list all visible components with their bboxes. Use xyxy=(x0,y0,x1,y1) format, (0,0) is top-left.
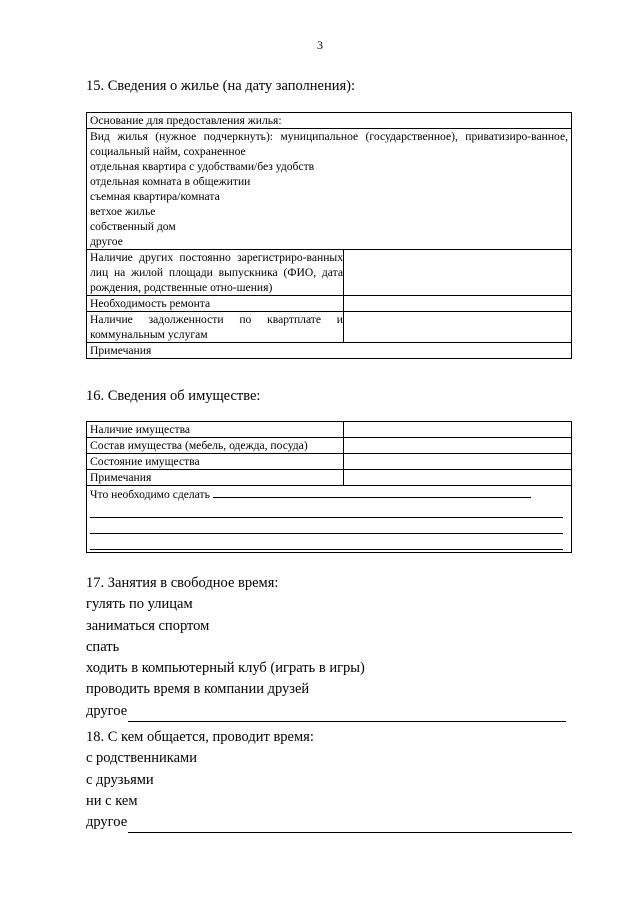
housing-option: ветхое жилье xyxy=(90,205,156,218)
housing-option: отдельная квартира с удобствами/без удобств xyxy=(90,160,315,173)
leisure-other-line[interactable] xyxy=(128,704,566,722)
contacts-other-row xyxy=(86,812,572,833)
property-table xyxy=(86,421,572,553)
page-number: 3 xyxy=(317,38,323,52)
registered-persons-field[interactable] xyxy=(344,250,572,296)
repair-field[interactable] xyxy=(344,296,572,312)
property-label: Состояние имущества xyxy=(87,454,344,470)
contacts-option: с родственниками xyxy=(86,750,197,767)
contacts-other-line[interactable] xyxy=(128,815,572,833)
todo-cell[interactable] xyxy=(87,486,572,553)
section-18 xyxy=(86,727,572,833)
leisure-other-label: другое xyxy=(86,702,128,719)
todo-label: Что необходимо сделать xyxy=(90,488,210,501)
section-16-title: 16. Сведения об имуществе: xyxy=(86,388,261,404)
debt-label: Наличие задолженности по квартплате и коммунальным услугам xyxy=(87,312,344,343)
todo-line[interactable] xyxy=(213,486,531,498)
housing-option: съемная квартира/комната xyxy=(90,190,220,203)
property-field[interactable] xyxy=(344,454,572,470)
section-15-title: 15. Сведения о жилье (на дату заполнения): xyxy=(86,78,355,94)
property-field[interactable] xyxy=(344,470,572,486)
leisure-other-row xyxy=(86,701,566,722)
contacts-option: с друзьями xyxy=(86,771,154,788)
housing-table xyxy=(86,112,572,359)
property-field[interactable] xyxy=(344,438,572,454)
debt-field[interactable] xyxy=(344,312,572,343)
todo-line[interactable] xyxy=(90,502,563,518)
housing-type-cell[interactable] xyxy=(87,129,572,250)
property-field[interactable] xyxy=(344,422,572,438)
contacts-other-label: другое xyxy=(86,814,128,831)
registered-persons-row xyxy=(87,250,572,296)
property-label: Состав имущества (мебель, одежда, посуда) xyxy=(87,438,344,454)
leisure-option: спать xyxy=(86,638,120,655)
leisure-option: гулять по улицам xyxy=(86,596,193,613)
contacts-option: ни с кем xyxy=(86,792,138,809)
housing-type-intro: Вид жилья (нужное подчеркнуть): муниципальное (государственное), приватизиро-ванное, социальный найм, сохраненное xyxy=(90,130,569,158)
property-label: Примечания xyxy=(87,470,344,486)
todo-line[interactable] xyxy=(90,534,563,550)
housing-basis-row xyxy=(87,113,572,129)
property-row xyxy=(87,422,572,438)
section-17-title: 17. Занятия в свободное время: xyxy=(86,575,279,591)
repair-row xyxy=(87,296,572,312)
housing-basis-label[interactable]: Основание для предоставления жилья: xyxy=(87,113,572,129)
debt-row xyxy=(87,312,572,343)
leisure-option: ходить в компьютерный клуб (играть в игры) xyxy=(86,660,365,677)
repair-label: Необходимость ремонта xyxy=(87,296,344,312)
housing-option: собственный дом xyxy=(90,220,176,233)
housing-option: отдельная комната в общежитии xyxy=(90,175,251,188)
todo-line[interactable] xyxy=(90,518,563,534)
housing-notes-row xyxy=(87,343,572,359)
housing-notes-label[interactable]: Примечания xyxy=(87,343,572,359)
property-row xyxy=(87,454,572,470)
property-row xyxy=(87,470,572,486)
todo-row xyxy=(87,486,572,553)
housing-type-row xyxy=(87,129,572,250)
property-row xyxy=(87,438,572,454)
property-label: Наличие имущества xyxy=(87,422,344,438)
leisure-option: заниматься спортом xyxy=(86,617,210,634)
section-17 xyxy=(86,573,566,722)
registered-persons-label: Наличие других постоянно зарегистриро-ванных лиц на жилой площади выпускника (ФИО, дата рождения, родственные отно-шения) xyxy=(87,250,344,296)
section-18-title: 18. С кем общается, проводит время: xyxy=(86,729,314,745)
housing-option: другое xyxy=(90,235,123,248)
leisure-option: проводить время в компании друзей xyxy=(86,681,310,698)
